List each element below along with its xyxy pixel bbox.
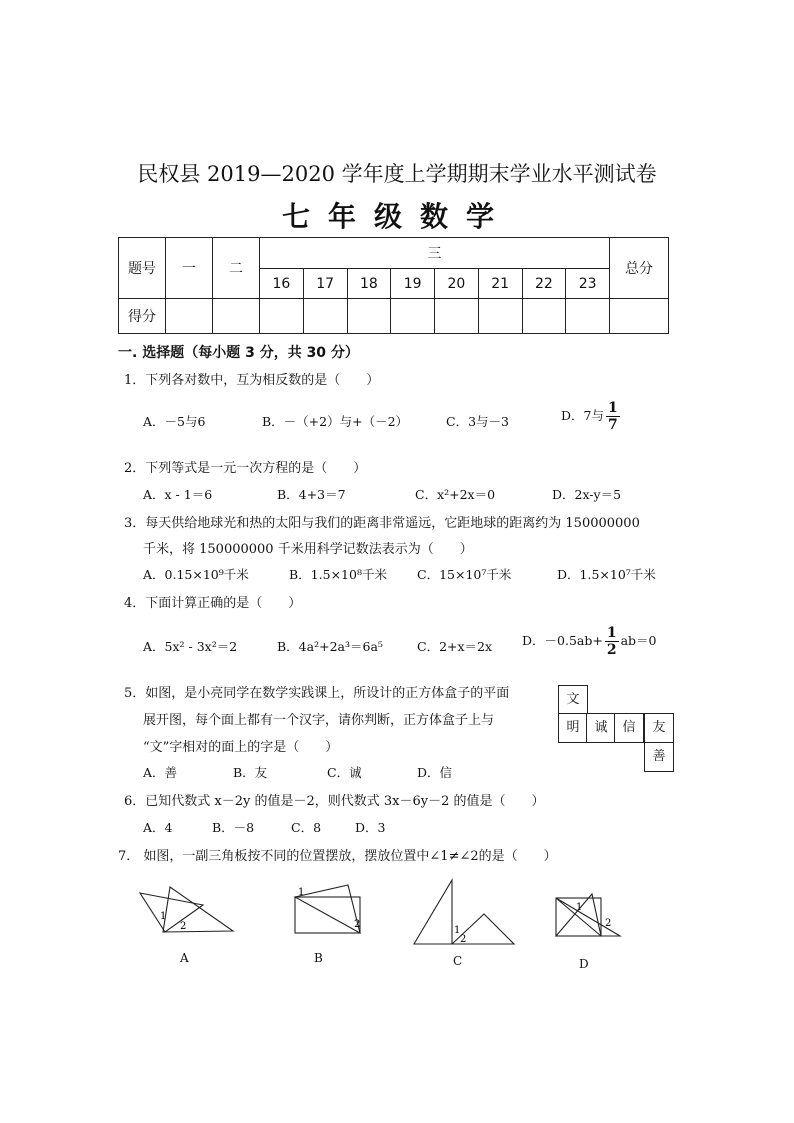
q7-d-angle-1: 1 <box>576 902 583 913</box>
q1-fraction-numerator: 1 <box>607 400 618 416</box>
score-cell[interactable] <box>303 299 347 334</box>
col-q16: 16 <box>260 269 304 299</box>
q1-fraction-denominator: 7 <box>607 417 618 433</box>
q7-figure-d[interactable] <box>552 890 627 945</box>
score-cell[interactable] <box>347 299 391 334</box>
col-q23: 23 <box>566 269 610 299</box>
q1-stem: 1．下列各对数中，互为相反数的是（ ） <box>124 373 380 388</box>
score-cell[interactable] <box>610 299 669 334</box>
q5-stem-line-3: “文”字相对的面上的字是（ ） <box>143 740 339 755</box>
q1-fraction <box>606 401 620 432</box>
q2-option-a[interactable]: A．x - 1＝6 <box>143 487 213 502</box>
q6-option-d[interactable]: D．3 <box>355 820 386 835</box>
q6-option-b[interactable]: B．－8 <box>212 820 255 835</box>
section-1-title: 一. 选择题 <box>118 345 185 361</box>
col-section-3: 三 <box>260 238 610 269</box>
q1-option-b[interactable]: B．－（+2）与+（－2） <box>262 414 409 429</box>
q7-a-angle-2: 2 <box>180 921 187 932</box>
q3-stem-line-1: 3．每天供给地球光和热的太阳与我们的距离非常遥远，它距地球的距离约为 150000000 <box>124 516 640 531</box>
score-cell[interactable] <box>522 299 566 334</box>
q6-option-a[interactable]: A．4 <box>143 820 173 835</box>
q7-d-angle-2: 2 <box>605 918 612 929</box>
q1-option-a[interactable]: A．－5与6 <box>143 414 206 429</box>
q1-option-d[interactable] <box>561 401 622 432</box>
q2-stem: 2．下列等式是一元一次方程的是（ ） <box>124 461 367 476</box>
q2-option-d[interactable]: D．2x-y＝5 <box>552 487 622 502</box>
col-q17: 17 <box>303 269 347 299</box>
q4-stem: 4．下面计算正确的是（ ） <box>124 596 302 611</box>
q5-stem-line-1: 5．如图，是小亮同学在数学实践课上，所设计的正方体盒子的平面 <box>124 686 510 701</box>
section-1-heading <box>118 342 359 362</box>
cube-face-xin: 信 <box>614 713 644 743</box>
q7-label-c[interactable]: C <box>453 954 463 968</box>
q7-a-angle-1: 1 <box>160 911 167 922</box>
q4-option-d-suffix: ab＝0 <box>620 633 657 648</box>
q5-option-b[interactable]: B．友 <box>233 765 268 780</box>
q7-label-a[interactable]: A <box>180 951 189 965</box>
score-cell[interactable] <box>478 299 522 334</box>
col-q22: 22 <box>522 269 566 299</box>
q3-option-c[interactable]: C．15×10⁷千米 <box>417 567 512 582</box>
q7-figure-c[interactable] <box>410 876 520 948</box>
score-table <box>118 237 669 334</box>
q4-option-d-prefix: D．－0.5ab+ <box>522 633 603 648</box>
q7-label-b[interactable]: B <box>314 951 323 965</box>
q5-stem-line-2: 展开图，每个面上都有一个汉字，请你判断，正方体盒子上与 <box>143 713 495 728</box>
q3-option-b[interactable]: B．1.5×10⁸千米 <box>289 567 387 582</box>
q1-option-d-prefix: D．7与 <box>561 408 604 423</box>
score-cell[interactable] <box>566 299 610 334</box>
exam-title: 民权县 2019—2020 学年度上学期期末学业水平测试卷 <box>137 162 657 186</box>
score-cell[interactable] <box>391 299 435 334</box>
cube-face-you: 友 <box>644 713 674 743</box>
q6-option-c[interactable]: C．8 <box>291 820 322 835</box>
q4-fraction-numerator: 1 <box>606 625 617 641</box>
col-section-2: 二 <box>213 238 260 299</box>
q3-stem-line-2: 千米，将 150000000 千米用科学记数法表示为（ ） <box>143 542 473 557</box>
section-1-note: （每小题 3 分，共 30 分） <box>184 345 359 361</box>
q6-stem: 6．已知代数式 x－2y 的值是－2，则代数式 3x－6y－2 的值是（ ） <box>124 794 545 809</box>
q7-label-d[interactable]: D <box>579 957 589 971</box>
q7-stem: 7． 如图，一副三角板按不同的位置摆放，摆放位置中∠1≠∠2的是（ ） <box>118 849 557 864</box>
q7-c-angle-1: 1 <box>454 925 461 936</box>
col-section-1: 一 <box>166 238 213 299</box>
q1-option-c[interactable]: C．3与－3 <box>446 414 509 429</box>
q7-b-angle-2: 2 <box>354 919 361 930</box>
q2-option-c[interactable]: C．x²+2x＝0 <box>415 487 496 502</box>
cube-face-shan: 善 <box>644 742 674 772</box>
q3-option-d[interactable]: D．1.5×10⁷千米 <box>557 567 656 582</box>
col-q19: 19 <box>391 269 435 299</box>
q7-figure-a[interactable] <box>135 885 240 940</box>
q4-fraction-denominator: 2 <box>606 642 617 658</box>
q5-option-d[interactable]: D．信 <box>417 765 453 780</box>
q7-c-angle-2: 2 <box>460 934 467 945</box>
q5-option-c[interactable]: C．诚 <box>327 765 362 780</box>
col-total: 总分 <box>610 238 669 299</box>
q4-option-b[interactable]: B．4a²+2a³＝6a⁵ <box>277 639 383 654</box>
q2-option-b[interactable]: B．4+3＝7 <box>277 487 346 502</box>
q4-option-d[interactable] <box>522 626 657 657</box>
q4-fraction <box>605 626 619 657</box>
score-cell[interactable] <box>213 299 260 334</box>
col-q20: 20 <box>435 269 479 299</box>
row-label-question: 题号 <box>119 238 166 299</box>
q5-option-a[interactable]: A．善 <box>143 765 178 780</box>
col-q18: 18 <box>347 269 391 299</box>
score-cell[interactable] <box>166 299 213 334</box>
score-cell[interactable] <box>435 299 479 334</box>
cube-face-cheng: 诚 <box>586 713 616 743</box>
col-q21: 21 <box>478 269 522 299</box>
cube-face-ming: 明 <box>558 713 588 743</box>
row-label-score: 得分 <box>119 299 166 334</box>
q7-figure-b[interactable] <box>288 882 373 942</box>
score-cell[interactable] <box>260 299 304 334</box>
q4-option-c[interactable]: C．2+x＝2x <box>417 639 493 654</box>
q3-option-a[interactable]: A．0.15×10⁹千米 <box>143 567 249 582</box>
subject-title: 七年级数学 <box>281 200 512 233</box>
cube-face-wen: 文 <box>558 685 588 715</box>
q7-b-angle-1: 1 <box>298 887 305 898</box>
q4-option-a[interactable]: A．5x² - 3x²＝2 <box>143 639 238 654</box>
